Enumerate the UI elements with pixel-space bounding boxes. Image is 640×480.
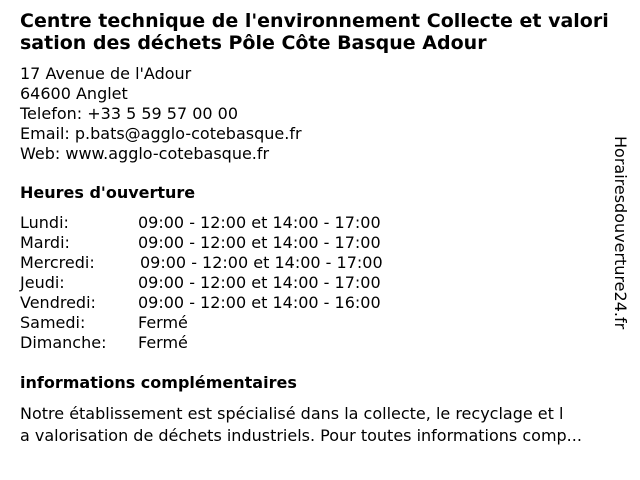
day-label: Samedi: (20, 313, 86, 332)
day-hours: 09:00 - 12:00 et 14:00 - 17:00 (140, 253, 383, 272)
info-line: Notre établissement est spécialisé dans la collecte, le recyclage et l (20, 404, 564, 423)
day-label: Jeudi: (20, 273, 65, 292)
day-label: Mardi: (20, 233, 70, 252)
day-hours: 09:00 - 12:00 et 14:00 - 17:00 (138, 233, 381, 252)
day-label: Mercredi: (20, 253, 95, 272)
day-hours: Fermé (138, 313, 188, 332)
day-label: Vendredi: (20, 293, 96, 312)
info-description (20, 403, 632, 447)
info-heading: informations complémentaires (20, 373, 297, 392)
street-address: 17 Avenue de l'Adour (20, 64, 192, 83)
day-label: Lundi: (20, 213, 69, 232)
day-hours: 09:00 - 12:00 et 14:00 - 17:00 (138, 273, 381, 292)
place-title: Centre technique de l'environnement Collecte et valorisation des déchets Pôle Côte Basque Adour (20, 10, 609, 54)
address-block (20, 64, 302, 164)
day-hours: Fermé (138, 333, 188, 352)
day-hours: 09:00 - 12:00 et 14:00 - 17:00 (138, 213, 381, 232)
day-label: Dimanche: (20, 333, 107, 352)
hours-heading: Heures d'ouverture (20, 183, 196, 202)
email-address: Email: p.bats@agglo-cotebasque.fr (20, 124, 302, 143)
site-watermark: Horairesdouverture24.fr (611, 136, 630, 330)
day-hours: 09:00 - 12:00 et 14:00 - 16:00 (138, 293, 381, 312)
phone-number: Telefon: +33 5 59 57 00 00 (20, 104, 239, 123)
info-line: a valorisation de déchets industriels. Pour toutes informations comp... (20, 426, 582, 445)
postal-city: 64600 Anglet (20, 84, 128, 103)
website: Web: www.agglo-cotebasque.fr (20, 144, 270, 163)
